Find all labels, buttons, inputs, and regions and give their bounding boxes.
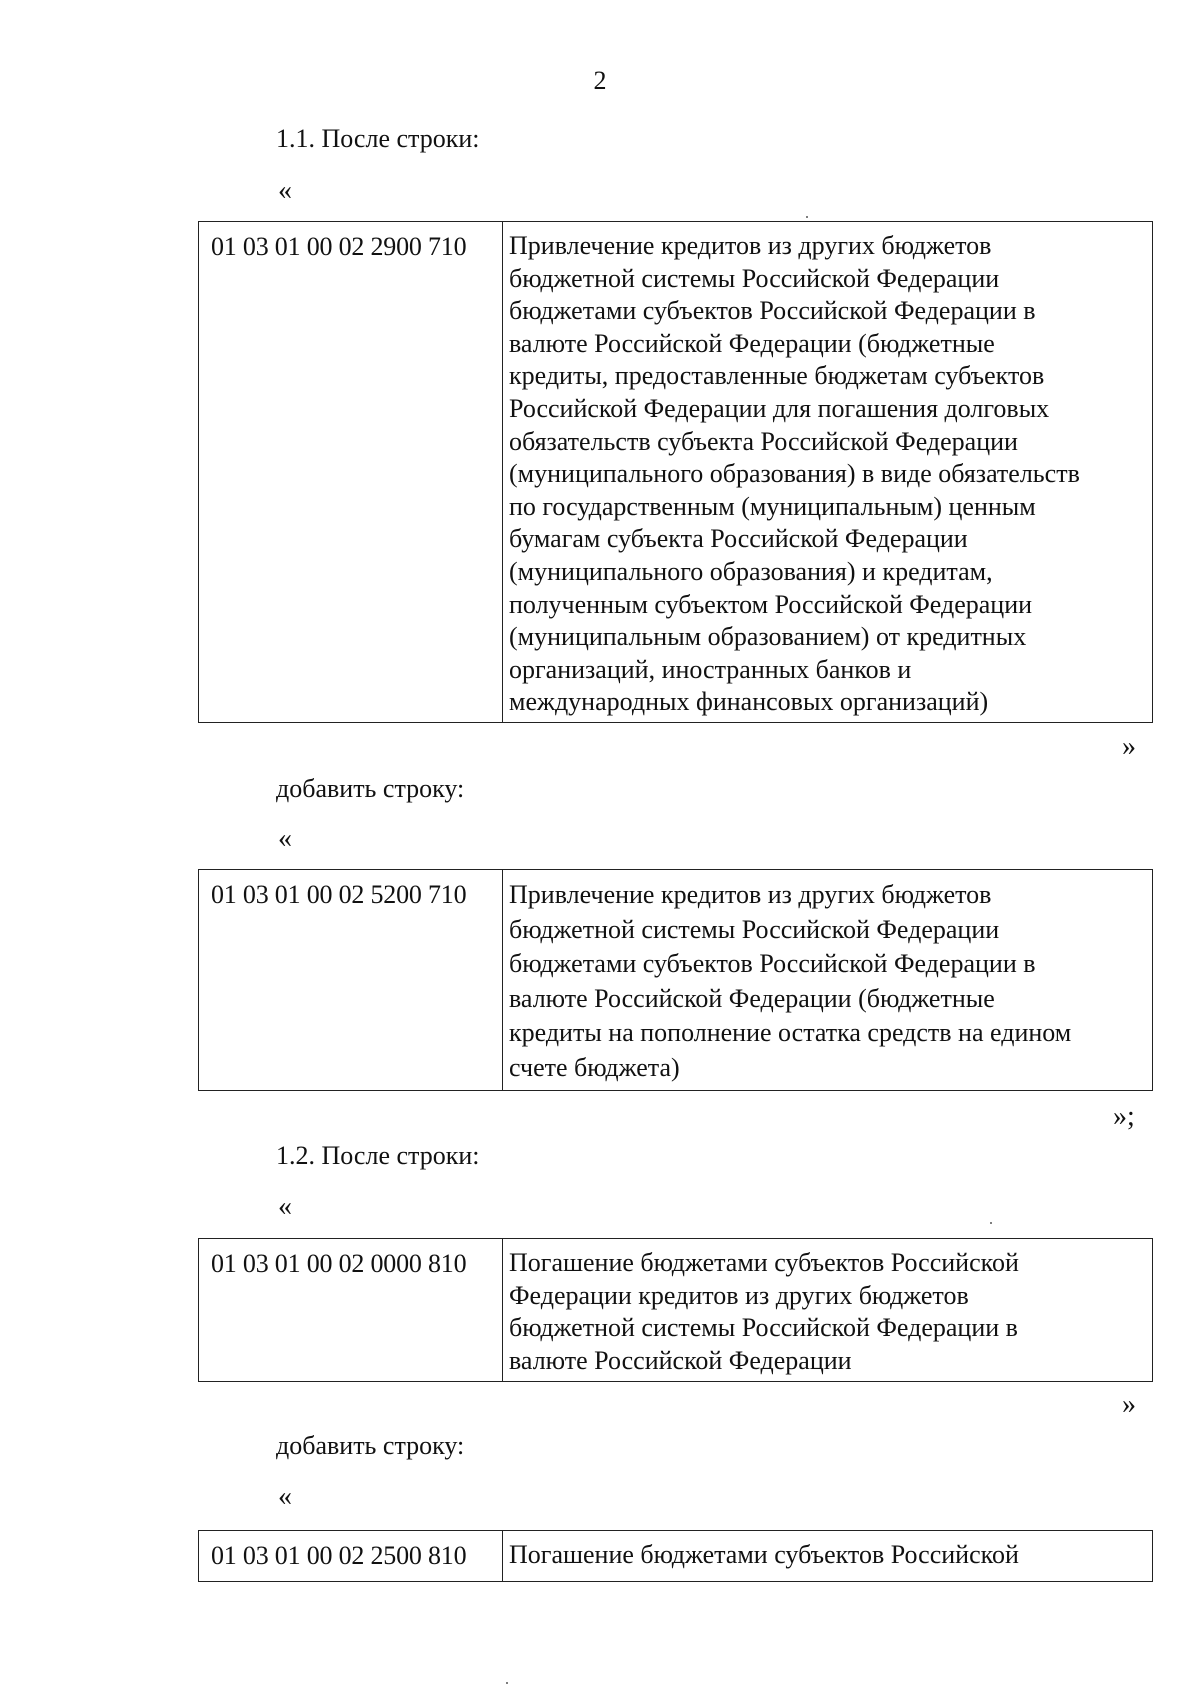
- description-cell: [503, 1239, 1152, 1381]
- code-table-row: [198, 869, 1153, 1091]
- description-line: организаций, иностранных банков и: [509, 654, 912, 684]
- scan-speck: [806, 216, 808, 218]
- close-quote: »: [1122, 1389, 1136, 1420]
- description-line: кредиты, предоставленные бюджетам субъектов: [509, 361, 1045, 391]
- budget-code-cell: 01 03 01 00 02 0000 810: [199, 1239, 503, 1381]
- description-line: бюджетами субъектов Российской Федерации в: [509, 949, 1036, 978]
- description-line: обязательств субъекта Российской Федерации: [509, 426, 1018, 456]
- description-line: бюджетной системы Российской Федерации в: [509, 1313, 1018, 1343]
- open-quote: «: [278, 1191, 292, 1222]
- description-line: Привлечение кредитов из других бюджетов: [509, 231, 992, 260]
- open-quote: «: [278, 175, 292, 206]
- description-line: валюте Российской Федерации (бюджетные: [509, 328, 995, 358]
- open-quote: «: [278, 823, 292, 854]
- code-table-row: [198, 1238, 1153, 1382]
- description-line: (муниципальным образованием) от кредитных: [509, 622, 1027, 652]
- description-cell: [503, 870, 1152, 1090]
- description-line: (муниципального образования) в виде обязательств: [509, 459, 1080, 489]
- description-line: Привлечение кредитов из других бюджетов: [509, 880, 992, 909]
- description-line: кредиты на пополнение остатка средств на едином: [509, 1018, 1072, 1047]
- open-quote: «: [278, 1481, 292, 1512]
- scan-speck: [990, 1222, 992, 1224]
- page-number: 2: [593, 66, 607, 95]
- close-quote: »: [1122, 731, 1136, 762]
- scan-speck: [506, 1682, 508, 1684]
- code-table-row: [198, 1530, 1153, 1582]
- description-line: Российской Федерации для погашения долговых: [509, 393, 1050, 423]
- description-line: по государственным (муниципальным) ценным: [509, 491, 1036, 521]
- description-line: полученным субъектом Российской Федерации: [509, 589, 1033, 619]
- description-line: счете бюджета): [509, 1052, 680, 1082]
- add-row-heading: добавить строку:: [276, 1431, 465, 1460]
- code-table-row: [198, 221, 1153, 723]
- description-line: валюте Российской Федерации: [509, 1345, 852, 1375]
- section-heading-1-2: 1.2. После строки:: [276, 1141, 480, 1170]
- description-cell: [503, 222, 1152, 722]
- close-quote: »;: [1113, 1101, 1135, 1132]
- add-row-heading: добавить строку:: [276, 774, 465, 803]
- description-line: бюджетной системы Российской Федерации: [509, 914, 1000, 944]
- description-line: (муниципального образования) и кредитам,: [509, 556, 993, 586]
- description-line: Федерации кредитов из других бюджетов: [509, 1280, 969, 1310]
- section-heading-1-1: 1.1. После строки:: [276, 124, 480, 153]
- description-cell: [503, 1531, 1152, 1581]
- description-line: бюджетной системы Российской Федерации: [509, 263, 1000, 293]
- budget-code-cell: 01 03 01 00 02 2900 710: [199, 222, 503, 722]
- budget-code-cell: 01 03 01 00 02 2500 810: [199, 1531, 503, 1581]
- budget-code-cell: 01 03 01 00 02 5200 710: [199, 870, 503, 1090]
- description-line: валюте Российской Федерации (бюджетные: [509, 983, 995, 1013]
- description-line: Погашение бюджетами субъектов Российской: [509, 1540, 1019, 1569]
- description-line: Погашение бюджетами субъектов Российской: [509, 1248, 1019, 1277]
- description-line: бумагам субъекта Российской Федерации: [509, 524, 968, 554]
- description-line: бюджетами субъектов Российской Федерации в: [509, 296, 1036, 326]
- description-line: международных финансовых организаций): [509, 687, 989, 717]
